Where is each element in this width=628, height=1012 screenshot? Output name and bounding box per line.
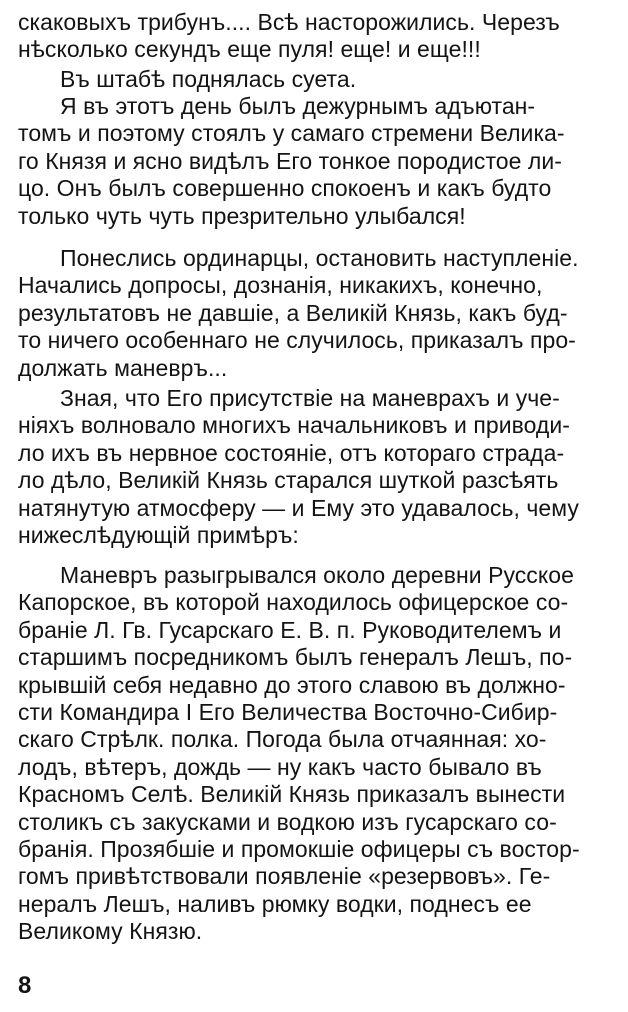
- text-line: ло дѣло, Великій Князь старался шуткой разсѣять: [18, 467, 559, 494]
- text-line: Великому Князю.: [18, 918, 203, 945]
- text-line: томъ и поэтому стоялъ у самаго стремени Велика-: [18, 120, 565, 147]
- text-line: Капорское, въ которой находилось офицерское со-: [18, 589, 569, 616]
- paragraph: [18, 93, 614, 230]
- text-line: гомъ привѣтствовали появленіе «резервовъ». Ге-: [18, 863, 551, 890]
- text-line: Понеслись ординарцы, остановить наступленіе.: [60, 245, 579, 271]
- paragraph: [18, 385, 614, 549]
- text-line: скаковыхъ трибунъ.... Всѣ насторожились. Черезъ: [18, 9, 560, 35]
- text-line: натянутую атмосферу — и Ему это удавалось, чему: [18, 494, 579, 521]
- paragraph: [18, 66, 614, 93]
- page-number: 8: [18, 972, 32, 999]
- paragraph: [18, 245, 614, 382]
- text-line: Въ штабѣ поднялась суета.: [60, 66, 357, 92]
- text-line: нералъ Лешъ, наливъ рюмку водки, поднесъ ее: [18, 890, 532, 917]
- text-line: ло ихъ въ нервное состояніе, отъ котораго страда-: [18, 439, 565, 466]
- text-line: Я въ этотъ день былъ дежурнымъ адъютан-: [60, 93, 536, 119]
- text-line: только чуть чуть презрительно улыбался!: [18, 202, 466, 229]
- text-line: столикъ съ закусками и водкою изъ гусарскаго со-: [18, 808, 557, 835]
- text-line: го Князя и ясно видѣлъ Его тонкое породистое ли-: [18, 147, 562, 174]
- text-line: цо. Онъ былъ совершенно спокоенъ и какъ будто: [18, 175, 552, 202]
- text-line: должать маневръ...: [18, 354, 228, 381]
- text-line: бранія. Прозябшіе и промокшіе офицеры съ востор-: [18, 835, 580, 862]
- text-line: результатовъ не давшіе, а Великій Князь, какъ буд-: [18, 299, 568, 326]
- text-line: Красномъ Селѣ. Великій Князь приказалъ вынести: [18, 781, 566, 808]
- text-line: Маневръ разыгрывался около деревни Русское: [60, 562, 574, 588]
- text-line: браніе Л. Гв. Гусарскаго Е. В. п. Руководителемъ и: [18, 616, 562, 643]
- text-line: скаго Стрѣлк. полка. Погода была отчаянная: хо-: [18, 726, 547, 753]
- text-line: Зная, что Его присутствіе на маневрахъ и уче-: [60, 385, 560, 411]
- text-line: нижеслѣдующій примѣръ:: [18, 521, 299, 548]
- paragraph: [18, 562, 614, 945]
- text-line: то ничего особеннаго не случилось, приказалъ про-: [18, 327, 576, 354]
- text-line: нѣсколько секундъ еще пуля! еще! и еще!!!: [18, 36, 481, 63]
- text-line: сти Командира I Его Величества Восточно-Сибир-: [18, 698, 558, 725]
- paragraph-continuation: [18, 9, 614, 64]
- text-line: старшимъ посредникомъ былъ генералъ Лешъ, по-: [18, 644, 573, 671]
- text-line: лодъ, вѣтеръ, дождь — ну какъ часто бывало въ: [18, 753, 542, 780]
- text-line: ніяхъ волновало многихъ начальниковъ и приводи-: [18, 412, 571, 439]
- text-line: Начались допросы, дознанія, никакихъ, конечно,: [18, 272, 543, 299]
- text-line: крывшій себя недавно до этого славою въ должно-: [18, 671, 566, 698]
